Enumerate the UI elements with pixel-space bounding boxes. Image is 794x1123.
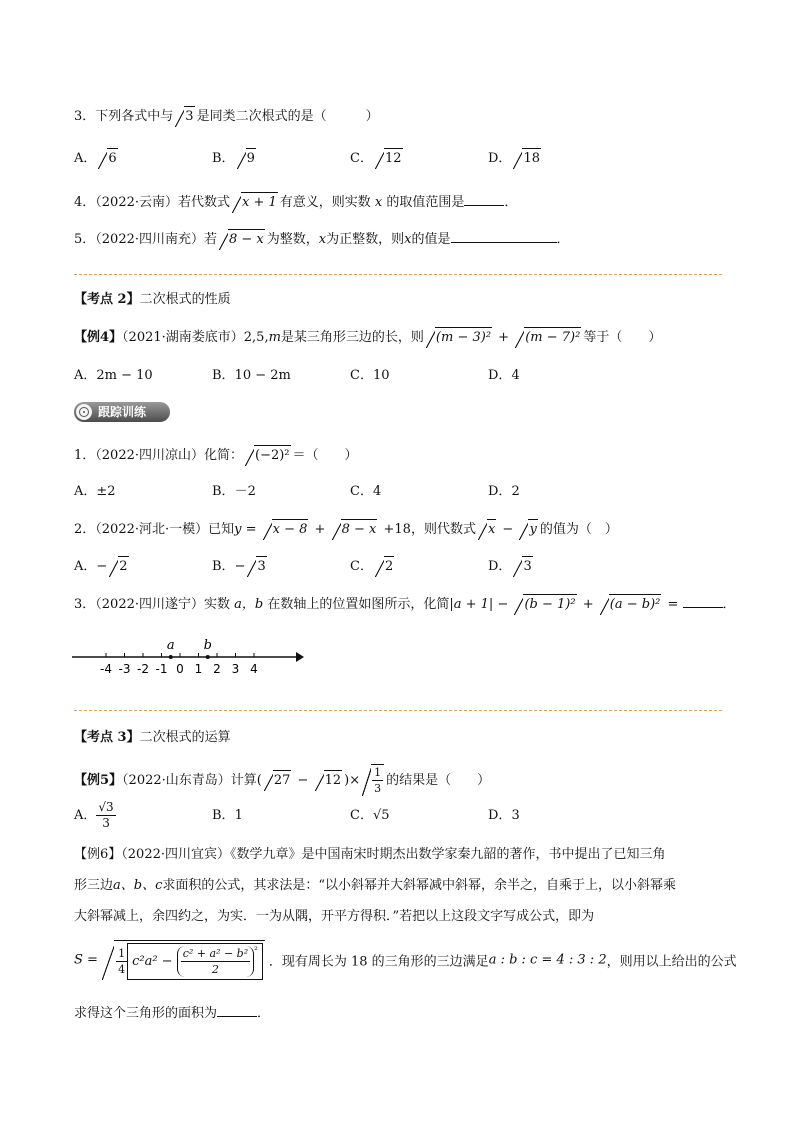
option-a: A．±2 <box>74 484 116 499</box>
q3-pre: 3．下列各式中与 <box>74 109 174 124</box>
sqrt-symbol: x <box>478 519 496 540</box>
point-label-b: b <box>203 638 212 653</box>
option-b: B．− 3 <box>212 556 269 577</box>
practice-1: 1．（2022·四川凉山）化简： (−2)² ＝（ ） <box>74 445 358 466</box>
section-heading-kd2: 【考点 2】二次根式的性质 <box>74 292 231 307</box>
example-4: 【例4】（2021·湖南娄底市）2,5,m是某三角形三边的长，则 (m − 3)² + (m − 7)² 等于（ ） <box>74 327 661 348</box>
sqrt-symbol: (a − b)² <box>600 594 662 615</box>
option-a: A． 6 <box>74 148 120 169</box>
sqrt-symbol: (m − 3)² <box>426 327 492 348</box>
tick-label: -1 <box>155 662 168 676</box>
option-c: C．√5 <box>350 808 390 823</box>
sqrt-symbol: 27 <box>264 770 292 791</box>
tick-label: 4 <box>250 662 258 676</box>
answer-blank <box>217 1002 257 1017</box>
sqrt-symbol: 8 − x <box>219 229 265 250</box>
question-4: 4．（2022·云南）若代数式 x + 1 有意义，则实数 x 的取值范围是 ． <box>74 191 517 213</box>
option-c: C． 2 <box>350 556 396 577</box>
sqrt-symbol: 3 <box>175 106 194 127</box>
tick-label: -4 <box>100 662 112 676</box>
option-a: A．2m − 10 <box>74 368 153 383</box>
tick-label: -3 <box>118 662 131 676</box>
example-5: 【例5】（2022·山东青岛）计算( 27 − 12 )× $\frac{1}{3}$ 的结果是（ ） <box>74 766 491 795</box>
q3-post: 是同类二次根式的是（ ） <box>196 109 379 124</box>
tick-label: 1 <box>194 662 203 676</box>
practice-2: 2．（2022·河北·一模）已知y = x − 8 + 8 − x +18，则代数式 x − y 的值为（ ） <box>74 519 618 540</box>
option-c: C．10 <box>350 368 390 383</box>
option-d: D．4 <box>488 368 520 383</box>
example-6-line-1: 【例6】（2022·四川宜宾）《数学九章》是中国南宋时期杰出数学家秦九韶的著作，书中提出了已知三角 <box>74 847 666 862</box>
target-icon <box>76 404 92 420</box>
tick-label: 3 <box>231 662 240 676</box>
option-a: A．− 2 <box>74 556 131 577</box>
sqrt-symbol: $\frac{1}{4}$ c²a² − $\frac{\text{c² + a² − b²}}{2}$ $^{^2}$ <box>102 940 265 980</box>
option-c: C．4 <box>350 484 382 499</box>
answer-blank <box>683 593 723 608</box>
sqrt-symbol: (−2)² <box>245 445 291 466</box>
point-b <box>206 655 210 659</box>
number-line <box>70 630 310 680</box>
sqrt-symbol: $\frac{1}{3}$ <box>362 764 384 796</box>
example-6-line-2: 形三边a、b、c求面积的公式，其求法是：“以小斜幂并大斜幂减中斜幂，余半之，自乘于上，以小斜幂乘 <box>74 878 677 893</box>
point-a <box>169 655 173 659</box>
tick-label: 2 <box>213 662 221 676</box>
sqrt-symbol: 8 − x <box>332 519 378 540</box>
option-b: B．－2 <box>212 484 256 499</box>
option-c: C． 12 <box>350 148 405 169</box>
example-6-line-3: 大斜幂减上，余四约之，为实．一为从隅，开平方得积．”若把以上这段文字写成公式，即为 <box>74 909 595 924</box>
heron-formula-line: S = $\frac{1}{4}$ c²a² − $\frac{\text{c² + a² − b²}}{2}$ $^{^2}$ ．现有周长为 18 的三角形的三边满足a : b : c = 4 : 3 : 2，则用以上给出的公式 <box>74 940 737 980</box>
sqrt-symbol: (b − 1)² <box>514 594 576 615</box>
sqrt-symbol: (m − 7)² <box>515 327 581 348</box>
section-divider <box>74 710 722 711</box>
option-a: A． $\frac{√3}{3}$ <box>74 800 114 830</box>
question-3 <box>74 106 379 127</box>
arrow-icon <box>296 652 304 662</box>
practice-badge <box>74 402 170 422</box>
option-b: B． 9 <box>212 148 258 169</box>
option-d: D． 3 <box>488 556 535 577</box>
tick-label: 0 <box>176 662 184 676</box>
answer-blank <box>451 228 557 243</box>
section-divider <box>74 274 722 275</box>
section-heading-kd3: 【考点 3】二次根式的运算 <box>74 730 231 745</box>
sqrt-symbol: 12 <box>315 770 343 791</box>
badge-label: 跟踪训练 <box>98 405 147 419</box>
option-b: B．1 <box>212 808 243 823</box>
option-b: B．10 − 2m <box>212 368 291 383</box>
sqrt-symbol: x − 8 <box>263 519 309 540</box>
sqrt-symbol: y <box>519 519 537 540</box>
practice-3: 3．（2022·四川遂宁）实数 a，b 在数轴上的位置如图所示，化简|a + 1| − (b − 1)² + (a − b)² = ． <box>74 593 736 615</box>
answer-blank <box>464 191 504 206</box>
option-d: D．3 <box>488 808 520 823</box>
tick-label: -2 <box>137 662 149 676</box>
option-d: D． 18 <box>488 148 543 169</box>
example-6-line-5: 求得这个三角形的面积为 ． <box>74 1002 270 1024</box>
option-d: D．2 <box>488 484 520 499</box>
point-label-a: a <box>166 638 175 653</box>
question-5: 5．（2022·四川南充）若 8 − x 为整数，x为正整数，则x的值是 ． <box>74 228 570 250</box>
sqrt-symbol: x + 1 <box>232 192 278 213</box>
